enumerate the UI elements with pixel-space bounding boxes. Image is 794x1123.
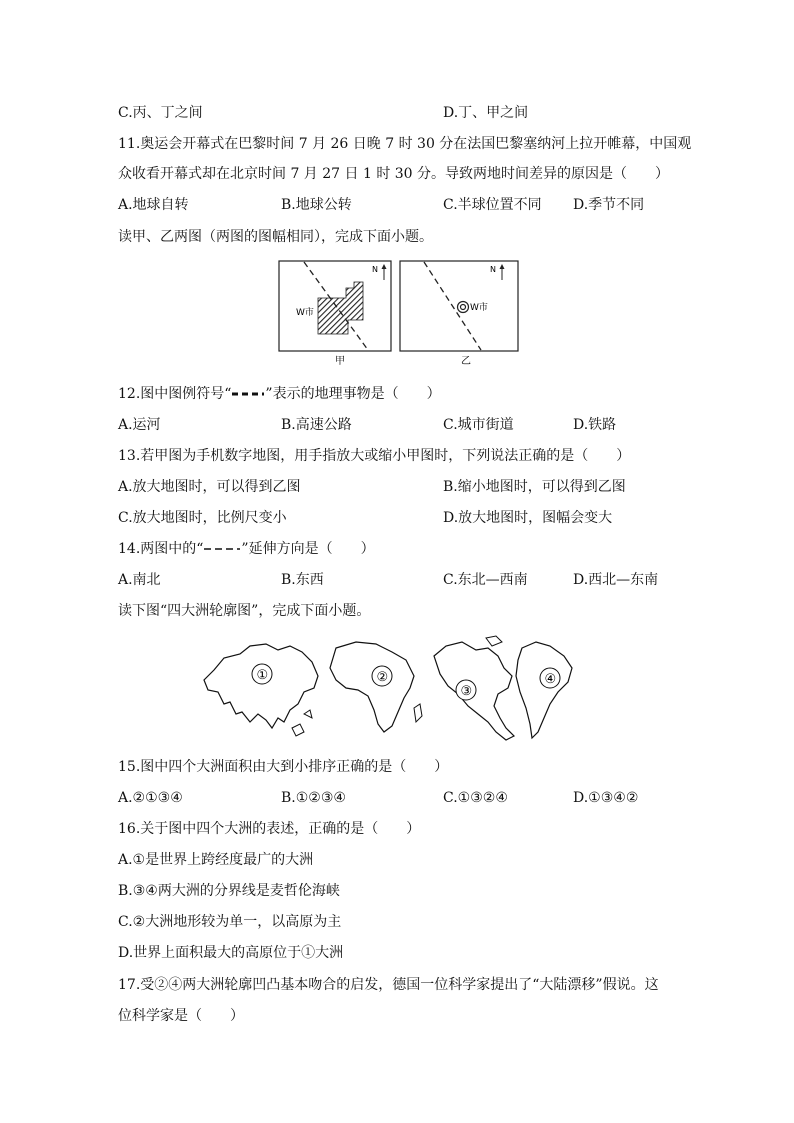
q12-option-a[interactable]: A.运河 (118, 417, 161, 433)
city-symbol-inner-icon (461, 305, 466, 310)
q13-option-c[interactable]: C.放大地图时，比例尺变小 (118, 510, 287, 526)
q14-option-a[interactable]: A.南北 (118, 572, 161, 588)
q12-stem (118, 384, 441, 404)
continent-asia-outline (204, 644, 318, 728)
q15-option-c[interactable]: C.①③②④ (443, 790, 508, 806)
q14-stem-prefix: 14.两图中的“ (118, 541, 204, 557)
legend-dash-thin-icon (203, 545, 241, 553)
q15-option-d[interactable]: D.①③④② (573, 790, 639, 806)
q14-option-d[interactable]: D.西北—东南 (573, 572, 659, 588)
island-outline (304, 710, 312, 718)
city-label-right: W市 (470, 303, 488, 313)
q12-stem-prefix: 12.图中图例符号“ (118, 386, 232, 402)
q10-option-d[interactable]: D.丁、甲之间 (443, 105, 529, 121)
intro-map-reading: 读甲、乙两图（两图的图幅相同），完成下面小题。 (118, 229, 433, 245)
q12-stem-suffix: ”表示的地理事物是（ ） (265, 386, 441, 402)
q17-stem-line1: 17.受②④两大洲轮廓凹凸基本吻合的启发，德国一位科学家提出了“大陆漂移”假说。这 (118, 977, 659, 993)
q16-option-a[interactable]: A.①是世界上跨经度最广的大洲 (118, 852, 314, 868)
q16-option-c[interactable]: C.②大洲地形较为单一，以高原为主 (118, 914, 342, 930)
q13-option-b[interactable]: B.缩小地图时，可以得到乙图 (443, 479, 626, 495)
north-label-left: N (372, 265, 378, 274)
north-label-right: N (490, 265, 496, 274)
island-madagascar-outline (414, 704, 422, 722)
continent-label-1: ① (256, 668, 269, 683)
q14-option-b[interactable]: B.东西 (281, 572, 324, 588)
q11-option-b[interactable]: B.地球公转 (281, 197, 352, 213)
q10-option-c[interactable]: C.丙、丁之间 (118, 105, 203, 121)
q11-option-a[interactable]: A.地球自转 (118, 197, 189, 213)
caption-right: 乙 (461, 356, 471, 367)
q11-stem-line1: 11.奥运会开幕式在巴黎时间 7 月 26 日晚 7 时 30 分在法国巴黎塞纳河上拉开帷幕，中国观 (118, 136, 692, 152)
continent-africa-outline (330, 642, 414, 732)
q16-option-d[interactable]: D.世界上面积最大的高原位于①大洲 (118, 945, 344, 961)
q12-option-d[interactable]: D.铁路 (573, 417, 617, 433)
q12-option-c[interactable]: C.城市街道 (443, 417, 514, 433)
q16-option-b[interactable]: B.③④两大洲的分界线是麦哲伦海峡 (118, 883, 340, 899)
continent-label-2: ② (376, 670, 389, 685)
city-label-left: W市 (296, 308, 314, 318)
map-figure (276, 258, 522, 370)
q15-option-a[interactable]: A.②①③④ (118, 790, 183, 806)
q11-stem-line2: 众收看开幕式却在北京时间 7 月 27 日 1 时 30 分。导致两地时间差异的原因是（ ） (118, 166, 670, 182)
continent-label-4: ④ (544, 672, 557, 687)
q12-option-b[interactable]: B.高速公路 (281, 417, 352, 433)
island-greenland-outline (486, 636, 502, 646)
legend-dash-bold-icon (231, 390, 265, 398)
q15-option-b[interactable]: B.①②③④ (281, 790, 346, 806)
q11-option-c[interactable]: C.半球位置不同 (443, 197, 542, 213)
q15-stem: 15.图中四个大洲面积由大到小排序正确的是（ ） (118, 759, 449, 775)
q11-option-d[interactable]: D.季节不同 (573, 197, 645, 213)
q13-option-d[interactable]: D.放大地图时，图幅会变大 (443, 510, 613, 526)
q13-stem: 13.若甲图为手机数字地图，用手指放大或缩小甲图时，下列说法正确的是（ ） (118, 448, 631, 464)
continents-figure (200, 632, 596, 748)
q16-stem: 16.关于图中四个大洲的表述，正确的是（ ） (118, 821, 421, 837)
continent-south-america-outline (516, 642, 572, 738)
q14-stem-suffix: ”延伸方向是（ ） (241, 541, 375, 557)
q13-option-a[interactable]: A.放大地图时，可以得到乙图 (118, 479, 301, 495)
caption-left: 甲 (335, 356, 345, 367)
island-outline (292, 724, 304, 736)
continent-label-3: ③ (460, 684, 473, 699)
q17-stem-line2: 位科学家是（ ） (118, 1008, 244, 1024)
q14-option-c[interactable]: C.东北—西南 (443, 572, 528, 588)
q14-stem (118, 539, 375, 559)
intro-continents: 读下图“四大洲轮廓图”，完成下面小题。 (118, 603, 371, 619)
